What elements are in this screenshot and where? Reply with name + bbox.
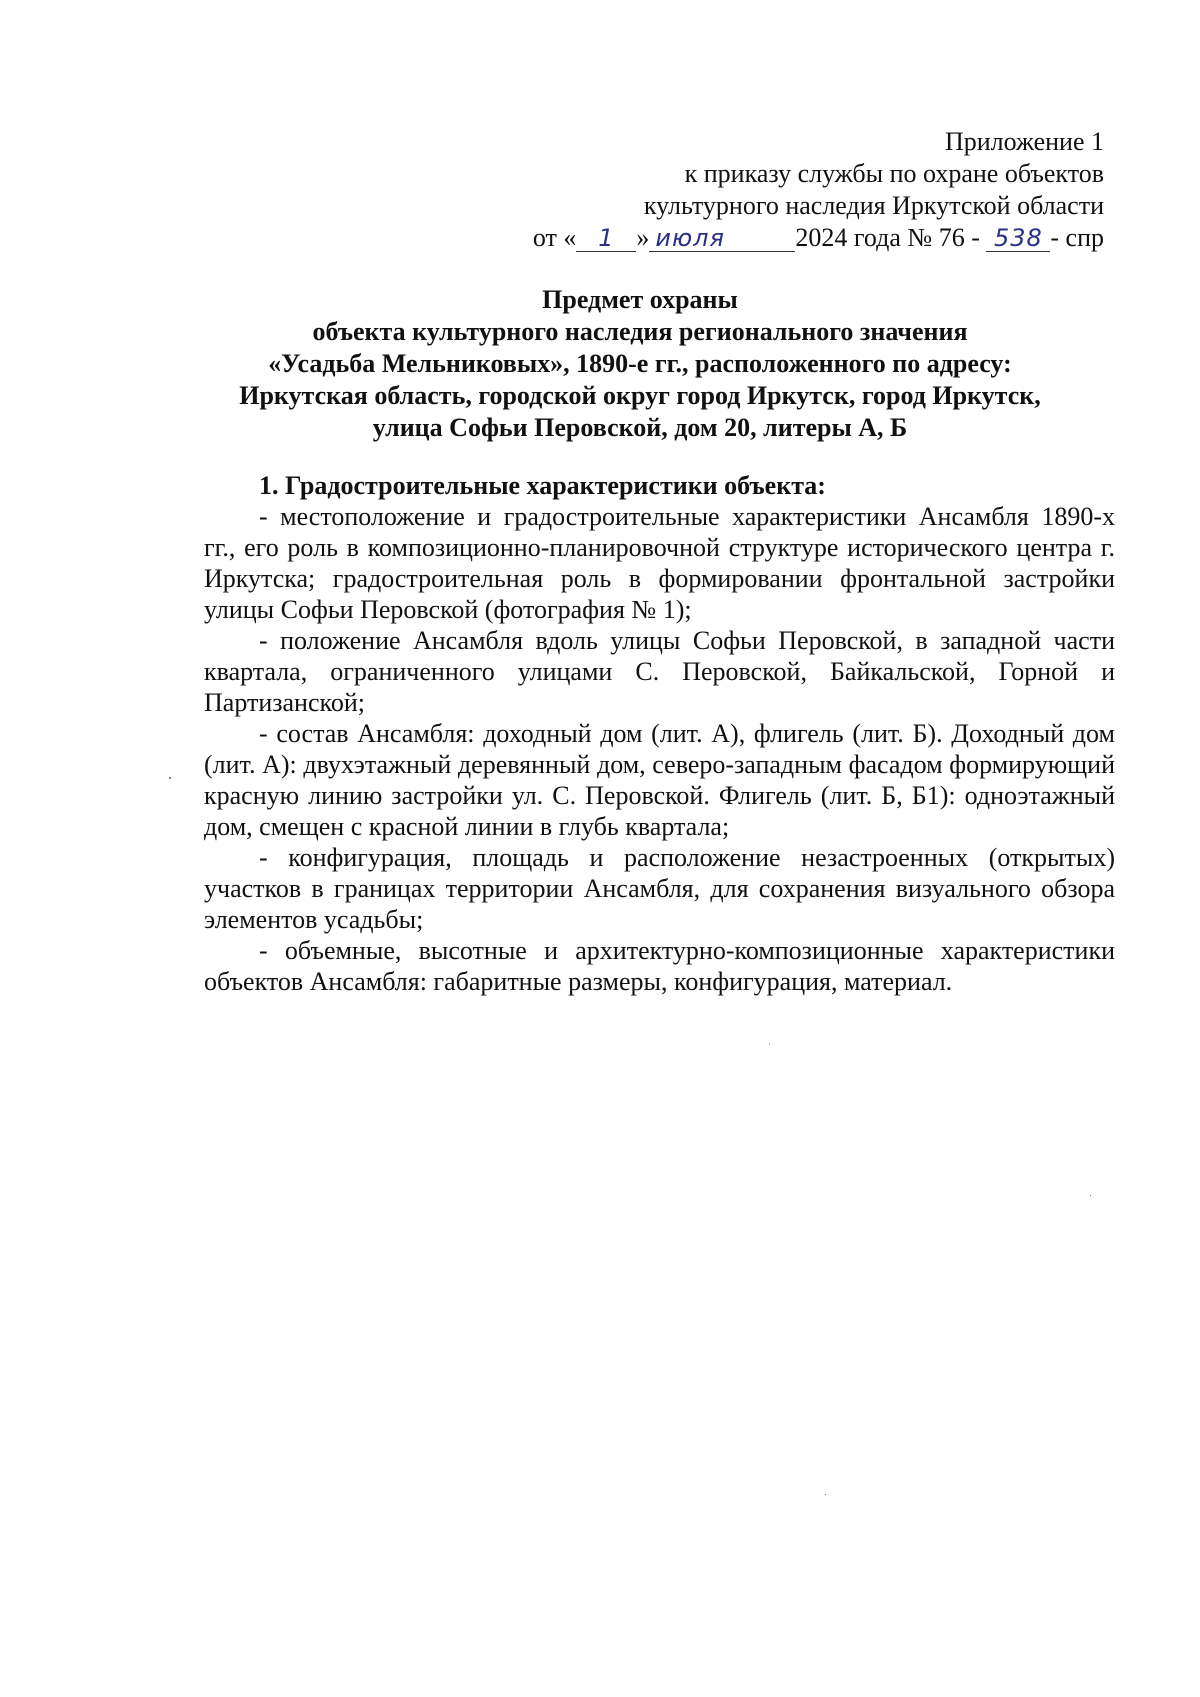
annex-date-line xyxy=(533,222,1104,254)
scan-speck xyxy=(1090,1195,1091,1196)
handwritten-day: 1 xyxy=(576,225,636,252)
title-line-4: Иркутская область, городской округ город Иркутск, город Иркутск, xyxy=(239,381,1041,410)
scan-speck xyxy=(169,777,171,779)
handwritten-number: 538 xyxy=(986,225,1050,252)
annex-authority-line: культурного наследия Иркутской области xyxy=(643,191,1104,220)
annex-block xyxy=(533,126,1104,254)
annex-order-line: к приказу службы по охране объектов xyxy=(684,159,1104,188)
title-line-2: объекта культурного наследия регионального значения xyxy=(312,317,968,346)
section-heading: 1. Градостроительные характеристики объекта: xyxy=(259,471,826,500)
document-body xyxy=(204,470,1115,997)
paragraph: - местоположение и градостроительные характеристики Ансамбля 1890-х гг., его роль в композиционно-планировочной структуре исторического центра г. Иркутска; градостроительная роль в формировании фронтальной застройки улицы Софьи Перовской (фотография № 1); xyxy=(204,502,1115,624)
handwritten-month: июля xyxy=(649,225,795,252)
date-mid: » xyxy=(636,223,650,252)
paragraph: - состав Ансамбля: доходный дом (лит. А), флигель (лит. Б). Доходный дом (лит. А): двухэтажный деревянный дом, северо-западным фасадом формирующий красную линию застройки ул. С. Перовской. Флигель (лит. Б, Б1): одноэтажный дом, смещен с красной линии в глубь квартала; xyxy=(204,719,1115,841)
paragraph: - конфигурация, площадь и расположение незастроенных (открытых) участков в границах территории Ансамбля, для сохранения визуального обзора элементов усадьбы; xyxy=(204,843,1115,934)
paragraph: - объемные, высотные и архитектурно-композиционные характеристики объектов Ансамбля: габаритные размеры, конфигурация, материал. xyxy=(204,936,1115,996)
document-title xyxy=(200,284,1080,444)
paragraph: - положение Ансамбля вдоль улицы Софьи Перовской, в западной части квартала, ограниченного улицами С. Перовской, Байкальской, Горной и Партизанской; xyxy=(204,626,1115,717)
annex-title: Приложение 1 xyxy=(944,127,1104,156)
title-line-1: Предмет охраны xyxy=(542,285,738,314)
title-line-3: «Усадьба Мельниковых», 1890-е гг., расположенного по адресу: xyxy=(268,349,1012,378)
date-year-text: 2024 года № 76 - xyxy=(795,223,980,252)
scan-speck xyxy=(769,1043,770,1044)
date-prefix: от « xyxy=(532,223,577,252)
date-suffix: - спр xyxy=(1050,223,1104,252)
scan-speck xyxy=(825,1494,826,1495)
title-line-5: улица Софьи Перовской, дом 20, литеры А, Б xyxy=(372,413,908,442)
